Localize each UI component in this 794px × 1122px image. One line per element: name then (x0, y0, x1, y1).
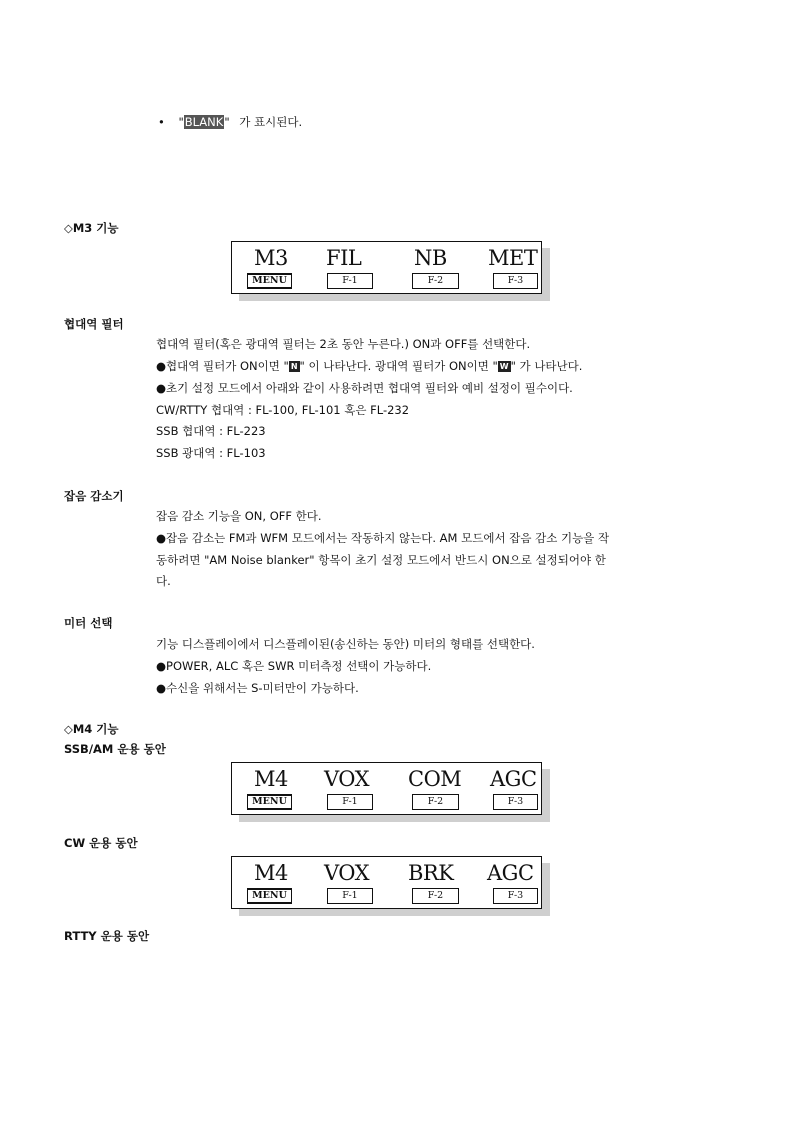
function-label-f2: BRK (408, 861, 454, 885)
quote-close: " (224, 115, 230, 129)
function-label-f1: VOX (324, 861, 370, 885)
filter-line-1: 협대역 필터(혹은 광대역 필터는 2초 동안 누른다.) ON과 OFF를 선택한다. (156, 337, 531, 351)
filter-line-5: SSB 협대역 : FL-223 (156, 424, 266, 438)
function-label-mode: M4 (254, 767, 288, 791)
function-label-f2: COM (408, 767, 462, 791)
f3-key[interactable]: F-3 (493, 794, 538, 810)
blank-bullet-line (158, 114, 302, 130)
meter-heading: 미터 선택 (64, 616, 113, 630)
meter-line-3: ●수신을 위해서는 S-미터만이 가능하다. (156, 681, 359, 695)
filter-line-2-c: " 가 나타난다. (510, 359, 583, 373)
noise-line-3: 동하려면 "AM Noise blanker" 항목이 초기 설정 모드에서 반드시 ON으로 설정되어야 한 (156, 553, 606, 567)
blank-indicator: BLANK (184, 115, 224, 129)
filter-line-4: CW/RTTY 협대역 : FL-100, FL-101 혹은 FL-232 (156, 403, 410, 417)
m4-cw-function-display (231, 856, 550, 916)
f2-key[interactable]: F-2 (412, 794, 459, 810)
f2-key[interactable]: F-2 (412, 888, 459, 904)
blank-description: 가 표시된다. (239, 115, 303, 129)
f1-key[interactable]: F-1 (327, 273, 373, 289)
function-label-mode: M3 (254, 246, 288, 270)
filter-line-2-a: ●협대역 필터가 ON이면 " (156, 359, 289, 373)
noise-heading: 잡음 감소기 (64, 489, 124, 503)
f1-key[interactable]: F-1 (327, 888, 373, 904)
ssb-am-heading: SSB/AM 운용 동안 (64, 742, 166, 756)
f1-key[interactable]: F-1 (327, 794, 373, 810)
filter-line-3: ●초기 설정 모드에서 아래와 같이 사용하려면 협대역 필터와 예비 설정이 필수이다. (156, 381, 573, 395)
function-label-f1: VOX (324, 767, 370, 791)
panel-face (231, 762, 542, 815)
menu-key[interactable]: MENU (247, 888, 292, 904)
m3-section-title: ◇M3 기능 (64, 221, 119, 235)
noise-line-1: 잡음 감소 기능을 ON, OFF 한다. (156, 509, 322, 523)
cw-heading: CW 운용 동안 (64, 836, 138, 850)
panel-face (231, 856, 542, 909)
menu-key[interactable]: MENU (247, 794, 292, 810)
function-label-f3: MET (488, 246, 538, 270)
meter-line-2: ●POWER, ALC 혹은 SWR 미터측정 선택이 가능하다. (156, 659, 432, 673)
function-label-f1: FIL (326, 246, 362, 270)
rtty-heading: RTTY 운용 동안 (64, 929, 150, 943)
filter-line-2 (156, 358, 582, 374)
noise-line-4: 다. (156, 574, 171, 588)
m4-section-title: ◇M4 기능 (64, 722, 119, 736)
quote-open: " (178, 115, 184, 129)
panel-face (231, 241, 542, 294)
noise-line-2: ●잡음 감소는 FM과 WFM 모드에서는 작동하지 않는다. AM 모드에서 잡음 감소 기능을 작 (156, 531, 610, 545)
f2-key[interactable]: F-2 (412, 273, 459, 289)
f3-key[interactable]: F-3 (493, 888, 538, 904)
function-label-f3: AGC (487, 861, 534, 885)
filter-heading: 협대역 필터 (64, 317, 124, 331)
filter-line-2-b: " 이 나타난다. 광대역 필터가 ON이면 " (299, 359, 498, 373)
function-label-f2: NB (414, 246, 447, 270)
m4-ssb-function-display (231, 762, 550, 822)
menu-key[interactable]: MENU (247, 273, 292, 289)
meter-line-1: 기능 디스플레이에서 디스플레이된(송신하는 동안) 미터의 형태를 선택한다. (156, 637, 535, 651)
narrow-filter-icon: N (290, 362, 298, 371)
wide-filter-icon: W (499, 362, 509, 371)
m3-function-display (231, 241, 550, 301)
bullet-dot: • (158, 115, 165, 129)
f3-key[interactable]: F-3 (493, 273, 538, 289)
function-label-f3: AGC (490, 767, 537, 791)
filter-line-6: SSB 광대역 : FL-103 (156, 446, 266, 460)
function-label-mode: M4 (254, 861, 288, 885)
